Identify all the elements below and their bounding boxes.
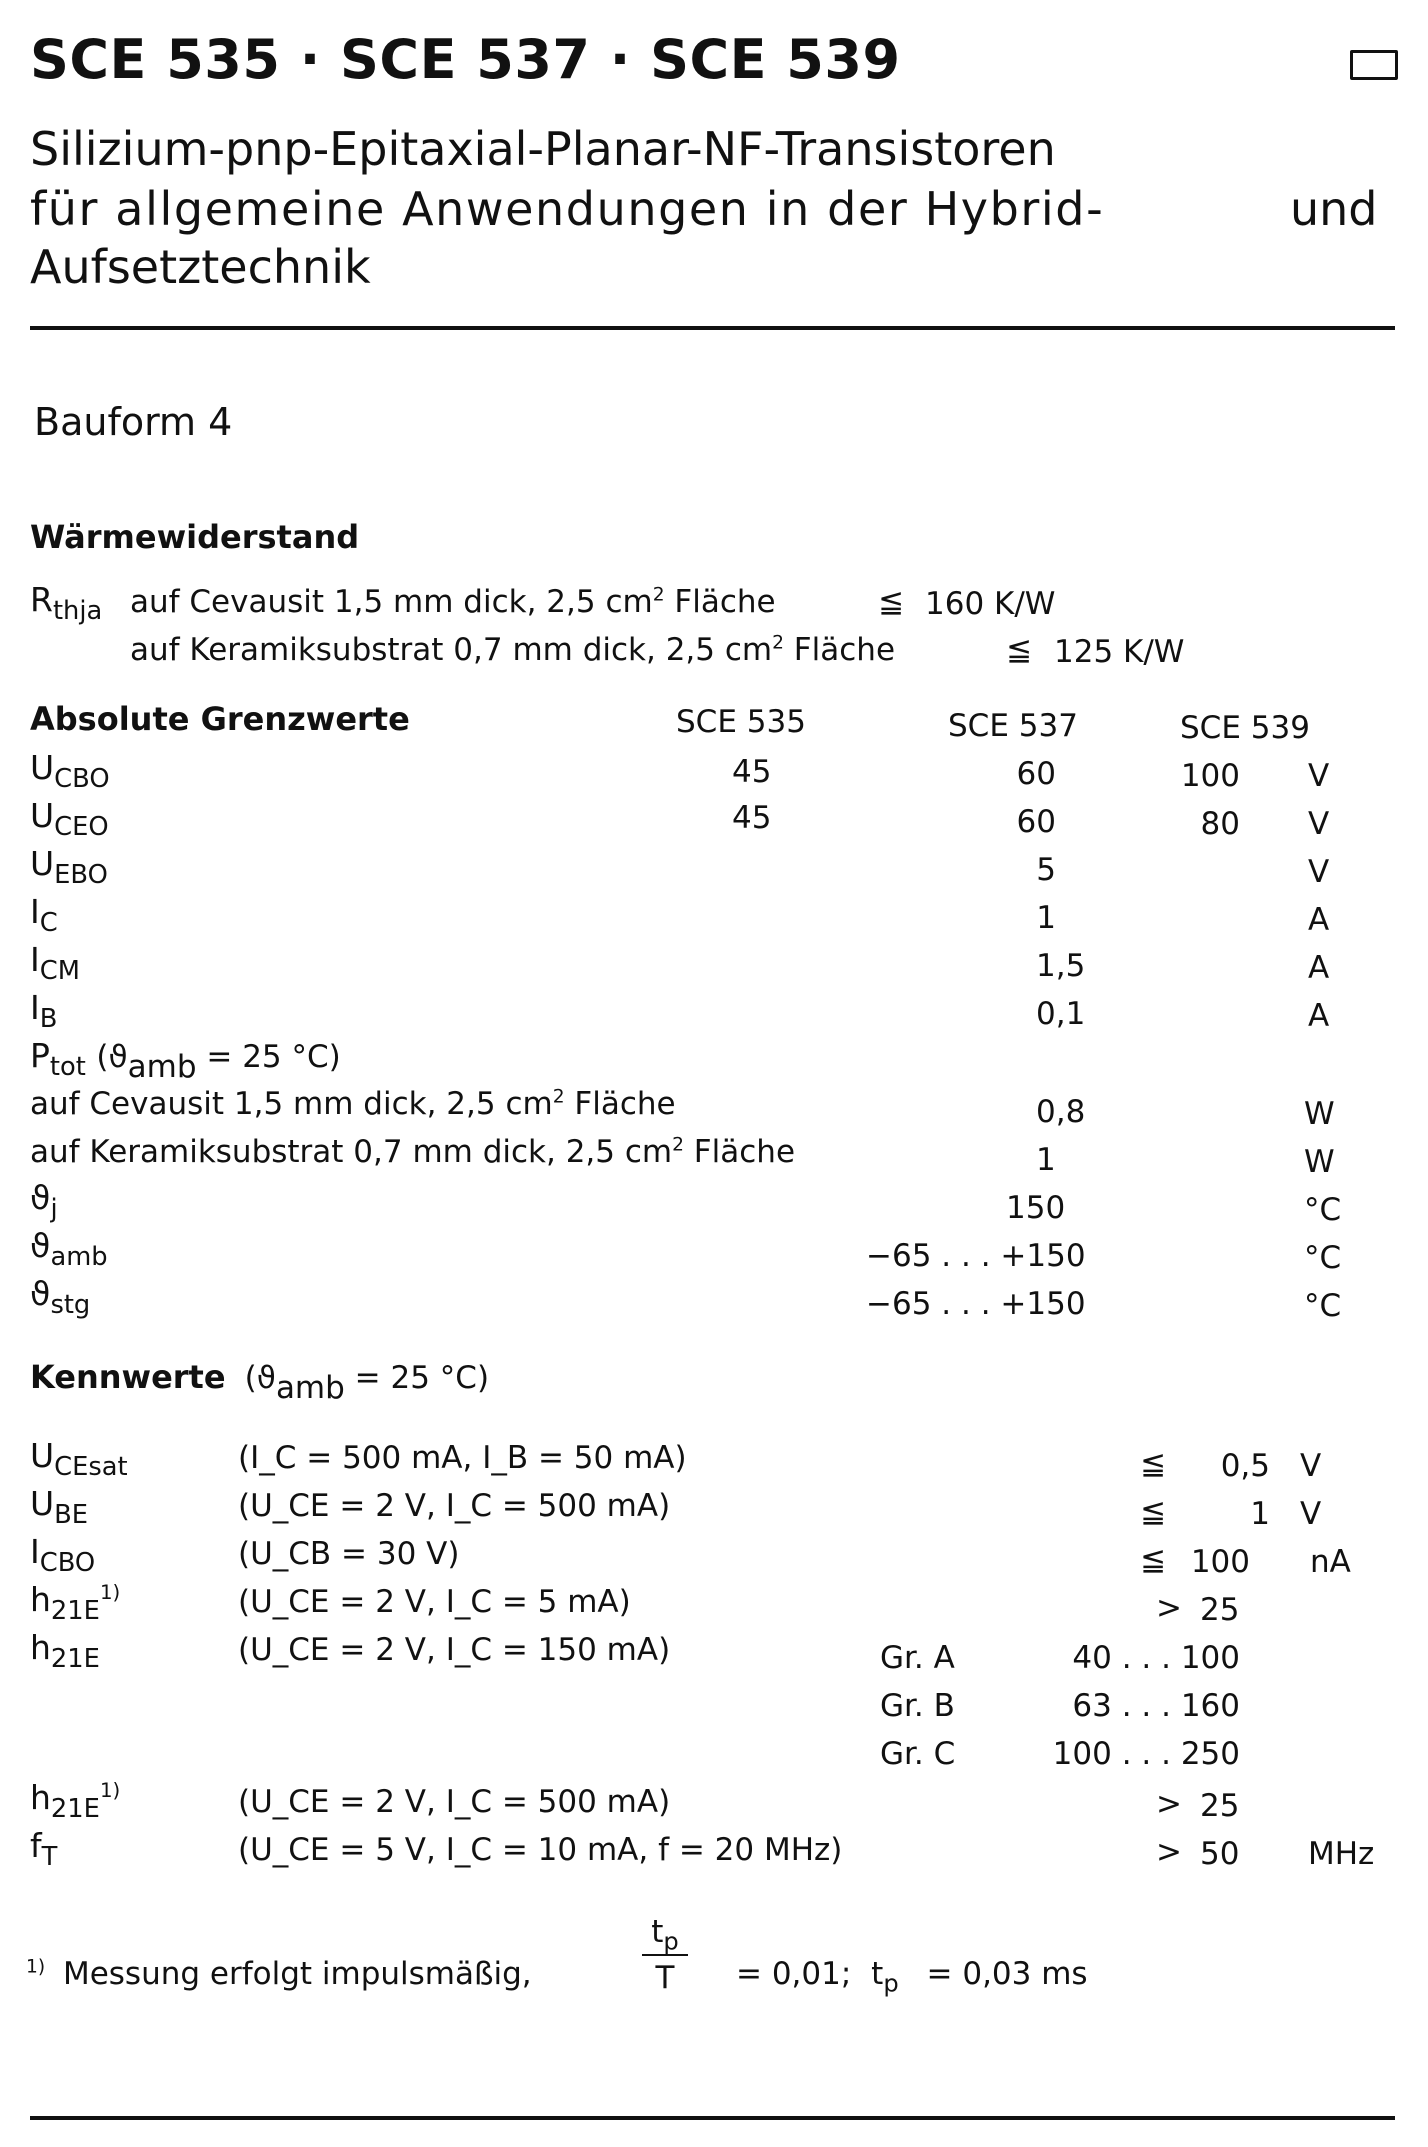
gain-group-label: Gr. B [880, 1688, 955, 1724]
subtitle-line-2-end: und [1290, 182, 1378, 236]
rating-unit: V [1308, 806, 1330, 842]
absolute-ratings-heading: Absolute Grenzwerte [30, 700, 410, 738]
gain-group-label: Gr. C [880, 1736, 956, 1772]
char-condition: (U_CE = 2 V, I_C = 500 mA) [238, 1784, 671, 1820]
char-condition: (I_C = 500 mA, I_B = 50 mA) [238, 1440, 687, 1476]
rating-value-539: 100 [1180, 758, 1240, 794]
thermal-row-1-op: ≦ [878, 584, 904, 620]
temp-value: −65 . . . +150 [866, 1286, 1086, 1322]
rating-symbol: $U_{EBO}$ [30, 844, 108, 891]
rating-unit: A [1308, 902, 1330, 938]
char-unit: nA [1310, 1544, 1351, 1580]
subtitle-line-2: für allgemeine Anwendungen in der Hybrid- [30, 182, 1105, 236]
char-symbol: $h_{21E}^{1)}$ [30, 1778, 121, 1825]
thermal-heading: Wärmewiderstand [30, 518, 360, 556]
temp-unit: °C [1304, 1192, 1342, 1228]
char-operator: > [1156, 1834, 1182, 1870]
rating-value-537: 0,1 [1036, 996, 1086, 1032]
rating-value-535: 45 [732, 754, 772, 790]
ptot-row-1-unit: W [1304, 1096, 1335, 1132]
char-symbol: $f_T$ [30, 1826, 58, 1873]
ptot-row-1-desc: auf Cevausit 1,5 mm dick, 2,5 $cm^2$ Fläche [30, 1086, 676, 1122]
char-value: 50 [1200, 1836, 1240, 1872]
col-sce535: SCE 535 [676, 704, 806, 740]
rating-value-537: 5 [1036, 852, 1056, 888]
thermal-row-1-desc: auf Cevausit 1,5 mm dick, 2,5 $cm^2$ Fläche [130, 584, 776, 620]
package-outline-icon [1350, 50, 1398, 80]
temp-unit: °C [1304, 1288, 1342, 1324]
char-unit: V [1300, 1496, 1322, 1532]
characteristics-heading: Kennwerte ($ϑ_{amb} = 25$ °C) [30, 1358, 490, 1406]
rating-unit: A [1308, 998, 1330, 1034]
rating-value-537: 60 [1016, 756, 1056, 792]
thermal-row-2-desc: auf Keramiksubstrat 0,7 mm dick, 2,5 $cm^2$ Fläche [130, 632, 896, 668]
char-operator: > [1156, 1786, 1182, 1822]
char-operator: > [1156, 1590, 1182, 1626]
rating-value-537: 1 [1036, 900, 1056, 936]
rating-value-537: 1,5 [1036, 948, 1086, 984]
char-condition: (U_CE = 2 V, I_C = 5 mA) [238, 1584, 631, 1620]
gain-group-range: 63 . . . 160 [1072, 1688, 1240, 1724]
char-value: 100 [1190, 1544, 1250, 1580]
char-value: 25 [1200, 1788, 1240, 1824]
rating-value-539: 80 [1200, 806, 1240, 842]
col-sce539: SCE 539 [1180, 710, 1310, 746]
thermal-symbol: $R_{thja}$ [30, 580, 103, 627]
temp-symbol: $ϑ_{amb}$ [30, 1226, 108, 1273]
temp-symbol: $ϑ_{stg}$ [30, 1274, 91, 1321]
thermal-row-1-value: 160 K/W [925, 586, 1056, 622]
thermal-row-2-op: ≦ [1006, 632, 1032, 668]
package-form: Bauform 4 [34, 400, 233, 444]
header-divider [30, 326, 1395, 330]
footer-divider [30, 2116, 1395, 2120]
char-operator: ≦ [1140, 1542, 1166, 1578]
char-operator: ≦ [1140, 1494, 1166, 1530]
temp-value: 150 [1006, 1190, 1066, 1226]
ptot-row-2-desc: auf Keramiksubstrat 0,7 mm dick, 2,5 $cm^2$ Fläche [30, 1134, 796, 1170]
rating-value-535: 45 [732, 800, 772, 836]
ptot-row-1-value: 0,8 [1036, 1094, 1086, 1130]
rating-symbol: $I_{CM}$ [30, 940, 80, 987]
char-value: 0,5 [1220, 1448, 1270, 1484]
char-symbol: $h_{21E}^{1)}$ [30, 1580, 121, 1627]
temp-symbol: $ϑ_j$ [30, 1178, 58, 1225]
char-symbol: $I_{CBO}$ [30, 1532, 96, 1579]
char-condition: (U_CE = 5 V, I_C = 10 mA, f = 20 MHz) [238, 1832, 843, 1868]
char-unit: MHz [1308, 1836, 1375, 1872]
char-value: 25 [1200, 1592, 1240, 1628]
footnote: $^{1)}$ Messung erfolgt impulsmäßig, [26, 1956, 532, 1992]
ptot-row-2-value: 1 [1036, 1142, 1056, 1178]
rating-symbol: $U_{CEO}$ [30, 796, 109, 843]
char-condition: (U_CE = 2 V, I_C = 500 mA) [238, 1488, 671, 1524]
rating-symbol: $U_{CBO}$ [30, 748, 110, 795]
ptot-symbol: $P_{tot}$ ($ϑ_{amb} = 25$ °C) [30, 1036, 341, 1085]
thermal-row-2-value: 125 K/W [1054, 634, 1185, 670]
gain-group-range: 100 . . . 250 [1052, 1736, 1240, 1772]
char-symbol: $U_{CEsat}$ [30, 1436, 128, 1483]
ptot-row-2-unit: W [1304, 1144, 1335, 1180]
rating-unit: V [1308, 854, 1330, 890]
rating-unit: V [1308, 758, 1330, 794]
temp-value: −65 . . . +150 [866, 1238, 1086, 1274]
subtitle-line-1: Silizium-pnp-Epitaxial-Planar-NF-Transistoren [30, 122, 1056, 176]
col-sce537: SCE 537 [948, 708, 1078, 744]
char-symbol: $h_{21E}$ [30, 1628, 100, 1675]
char-unit: V [1300, 1448, 1322, 1484]
datasheet-title: SCE 535 · SCE 537 · SCE 539 [30, 28, 901, 91]
rating-symbol: $I_B$ [30, 988, 58, 1035]
char-symbol: $U_{BE}$ [30, 1484, 89, 1531]
footnote-fraction: $t_p$ T [642, 1910, 688, 2000]
rating-unit: A [1308, 950, 1330, 986]
char-value: 1 [1250, 1496, 1270, 1532]
footnote-equation: = 0,01; $t_p = 0,03$ ms [736, 1956, 1088, 1998]
temp-unit: °C [1304, 1240, 1342, 1276]
rating-symbol: $I_C$ [30, 892, 58, 939]
char-operator: ≦ [1140, 1446, 1166, 1482]
rating-value-537: 60 [1016, 804, 1056, 840]
char-condition: (U_CE = 2 V, I_C = 150 mA) [238, 1632, 671, 1668]
subtitle-line-3: Aufsetztechnik [30, 240, 371, 294]
gain-group-range: 40 . . . 100 [1072, 1640, 1240, 1676]
char-condition: (U_CB = 30 V) [238, 1536, 460, 1572]
gain-group-label: Gr. A [880, 1640, 955, 1676]
